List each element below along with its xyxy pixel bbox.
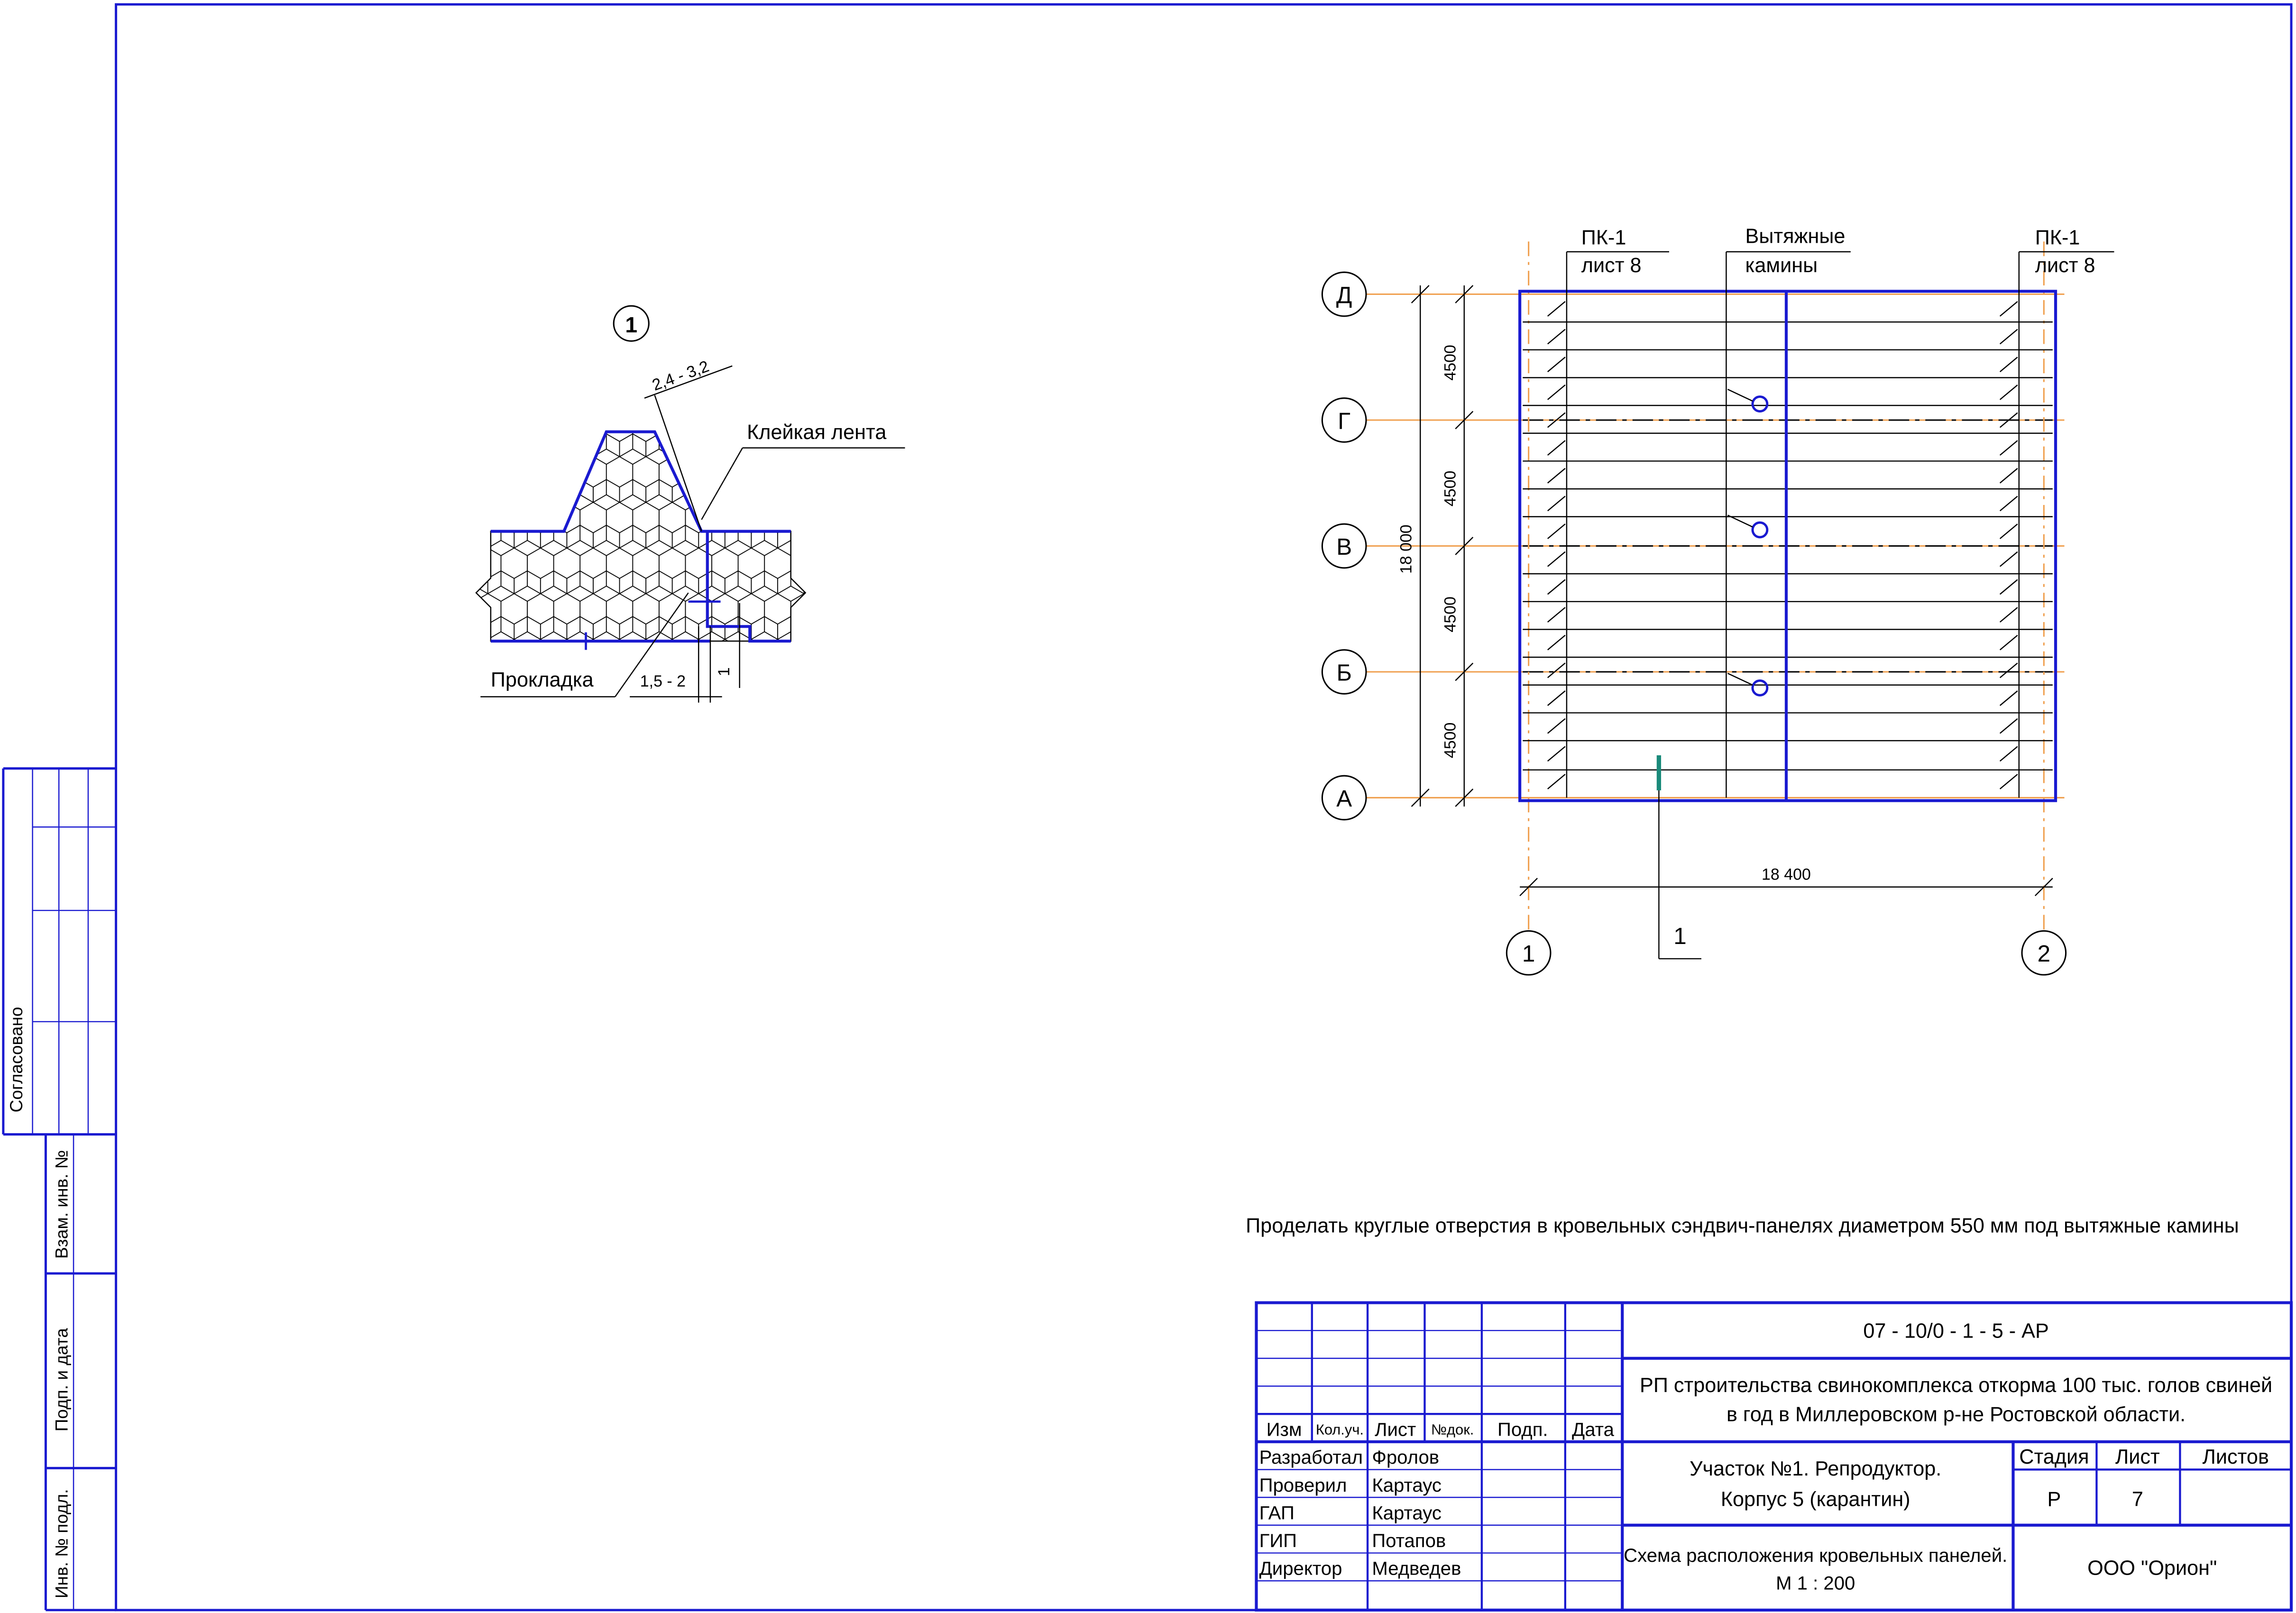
person-name: Картаус <box>1372 1474 1442 1496</box>
col-header: Дата <box>1572 1419 1614 1440</box>
person-role: Директор <box>1259 1558 1342 1579</box>
axis-label-row: В <box>1336 534 1352 560</box>
person-name: Потапов <box>1372 1530 1446 1552</box>
dim-side: 1 <box>715 667 734 677</box>
person-role: ГИП <box>1259 1530 1297 1552</box>
stamp-replace-inv: Взам. инв. № <box>51 1150 72 1259</box>
person-role: Проверил <box>1259 1474 1347 1496</box>
roof-plan <box>1322 225 2114 975</box>
general-note: Проделать круглые отверстия в кровельных сэндвич-панелях диаметром 550 мм под вытяжные камины <box>1246 1214 2239 1237</box>
stamp-sign-date: Подп. и дата <box>51 1328 72 1432</box>
axis-label-row: А <box>1336 786 1352 812</box>
axis-label-col: 1 <box>1522 941 1535 967</box>
project-line1: РП строительства свинокомплекса откорма 100 тыс. голов свиней <box>1640 1374 2273 1397</box>
sheets-header: Листов <box>2202 1446 2269 1469</box>
col-header: №док. <box>1431 1421 1474 1438</box>
dim-bay: 4500 <box>1441 722 1460 759</box>
sheet-frame <box>3 4 2291 1610</box>
dim-bottom: 1,5 - 2 <box>640 672 686 690</box>
label-gasket: Прокладка <box>490 668 594 691</box>
axis-label-col: 2 <box>2037 941 2051 967</box>
callout-right-line1: ПК-1 <box>2035 226 2080 249</box>
detail-joint <box>476 306 905 703</box>
sheet-title-line2: М 1 : 200 <box>1776 1572 1855 1594</box>
dim-bay: 4500 <box>1441 345 1460 381</box>
detail-marker-label: 1 <box>625 312 638 337</box>
callout-mid-line2: камины <box>1745 254 1818 277</box>
object-line1: Участок №1. Репродуктор. <box>1690 1457 1942 1480</box>
stamp-inv-no: Инв. № подл. <box>51 1489 72 1599</box>
col-axis-bubbles <box>1506 931 2066 975</box>
col-header: Изм <box>1266 1419 1302 1440</box>
dim-total-width: 18 400 <box>1762 865 1811 884</box>
project-line2: в год в Миллеровском р-не Ростовской области. <box>1726 1403 2186 1426</box>
stamp-agreed: Согласовано <box>6 1007 27 1113</box>
dim-bay: 4500 <box>1441 470 1460 507</box>
col-header: Кол.уч. <box>1315 1421 1364 1438</box>
stage-value: Р <box>2047 1488 2061 1511</box>
person-name: Картаус <box>1372 1502 1442 1524</box>
sheet-value: 7 <box>2131 1488 2143 1511</box>
dim-bay: 4500 <box>1441 596 1460 632</box>
person-name: Медведев <box>1372 1558 1461 1579</box>
company-name: ООО "Орион" <box>2087 1557 2217 1580</box>
dim-total-height: 18 000 <box>1397 524 1415 574</box>
person-role: Разработал <box>1259 1447 1363 1468</box>
axis-label-row: Б <box>1336 660 1352 686</box>
dim-top: 2,4 - 3,2 <box>650 357 712 394</box>
col-header: Лист <box>1375 1419 1416 1440</box>
sheet-title-line1: Схема расположения кровельных панелей. <box>1624 1544 2008 1566</box>
person-role: ГАП <box>1259 1502 1295 1524</box>
panel-core <box>476 432 806 641</box>
label-tape: Клейкая лента <box>747 421 887 444</box>
object-line2: Корпус 5 (карантин) <box>1720 1488 1910 1511</box>
callout-left-line2: лист 8 <box>1581 254 1642 277</box>
stage-header: Стадия <box>2019 1446 2089 1469</box>
callout-mid-line1: Вытяжные <box>1745 225 1846 248</box>
sheet-header: Лист <box>2115 1446 2160 1469</box>
leader-label: 1 <box>1673 923 1687 950</box>
document-code: 07 - 10/0 - 1 - 5 - АР <box>1863 1320 2049 1343</box>
axis-label-row: Г <box>1338 408 1351 434</box>
col-header: Подп. <box>1497 1419 1548 1440</box>
axis-label-row: Д <box>1336 282 1352 309</box>
callout-right-line2: лист 8 <box>2035 254 2095 277</box>
person-name: Фролов <box>1372 1447 1440 1468</box>
callout-left-line1: ПК-1 <box>1581 226 1626 249</box>
